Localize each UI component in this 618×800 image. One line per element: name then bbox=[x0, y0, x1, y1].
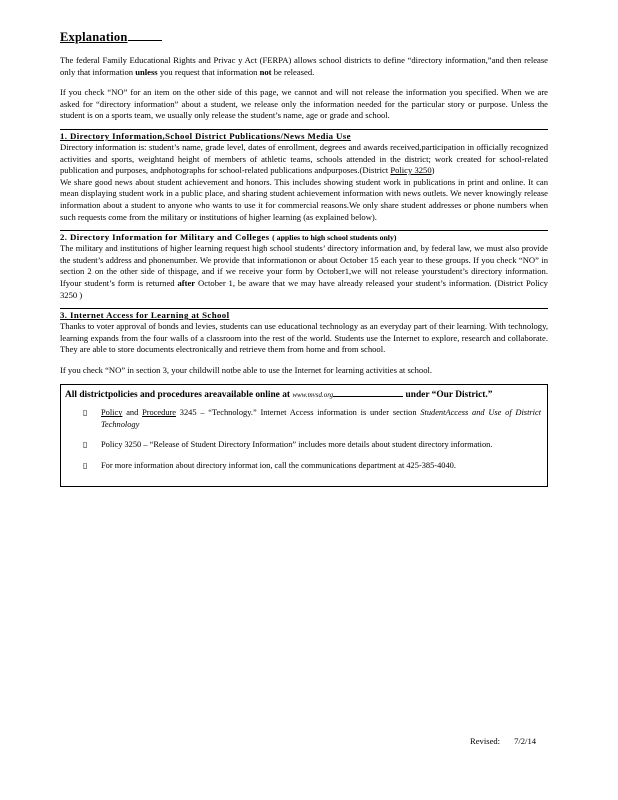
bullet3-text: For more information about directory informat ion, call the communications department at 425-385-4040. bbox=[101, 460, 456, 470]
intro-paragraph-1 bbox=[60, 55, 548, 78]
list-item bbox=[65, 407, 541, 430]
revised-value: 7/2/14 bbox=[514, 736, 537, 746]
section2-body bbox=[60, 243, 548, 301]
section-military-colleges bbox=[60, 230, 548, 301]
bullet1-text: 3245 – “Technology.” Internet Access information is under section bbox=[179, 408, 417, 418]
section2-body-a: The military and institutions of higher learning request high school students’ directory information and, by federal law, we must also provide the student’s address and phonenumber. We provide that informationon or about October 15 each year to these groups. If you check “NO” in section 2 on the other side of thispage, and if we receive your form by October1,we will not release yourstudent’s directory information. Ifyour student’s form is returned bbox=[60, 243, 548, 288]
list-item bbox=[65, 460, 541, 471]
intro-text-c: be released. bbox=[273, 66, 315, 77]
section1-heading-a: 1. Directory Information bbox=[60, 130, 163, 141]
intro-text-b: you request that information bbox=[159, 66, 258, 77]
section1-heading-c: /News Media Use bbox=[280, 130, 351, 141]
section1-body-2: We share good news about student achievement and honors. This includes showing student work in publications in print and online. It can mean displaying student work in a public place, and sharing student achievement information with news outlets. We never knowingly release information about a student to anyone who wants to use it for commercial reasons.We only share student addresses or phone numbers when such requests come from the military or institutions of higher learning (as explained below). bbox=[60, 176, 548, 222]
and-text: and bbox=[126, 408, 139, 418]
policies-box bbox=[60, 384, 548, 487]
box-heading-a: All districtpolicies and procedures areavailable online at bbox=[65, 390, 290, 401]
intro-not: not bbox=[259, 66, 272, 77]
section3-heading-text: 3. Internet Access for Learning at School bbox=[60, 310, 230, 321]
section1-heading-b: ,School District Publications bbox=[162, 130, 281, 141]
intro-text-a: The federal Family Educational Rights and Privac y Act (FERPA) allows school districts to define “directory information,”and then release only that information bbox=[60, 55, 548, 77]
section3-body-2: If you check “NO” in section 3, your childwill notbe able to use the Internet for learning activities at school. bbox=[60, 364, 433, 375]
revised-label: Revised: bbox=[470, 736, 501, 746]
policy-3250-link[interactable]: Policy 3250 bbox=[390, 165, 432, 176]
policies-box-heading bbox=[65, 389, 541, 401]
title-underline bbox=[128, 30, 162, 41]
section1-heading bbox=[60, 129, 548, 142]
section2-after: after bbox=[177, 277, 196, 288]
bullet-icon: ▯ bbox=[83, 440, 88, 450]
section1-body-1-end: ) bbox=[431, 165, 435, 176]
page-title bbox=[60, 30, 548, 45]
section-directory-information bbox=[60, 129, 548, 223]
section1-body-1 bbox=[60, 142, 548, 177]
section1-body-1-text: Directory information is: student’s name, grade level, dates of enrollment, degrees and awards received,participation in officially recognized activities and sports, weightand height of members of athletic teams, schools attended in the district; work created for school-related publication and purposes, andphotographs for school-related publications andpurposes.(District bbox=[60, 141, 548, 176]
bullet1-italic: StudentAccess and Use of District Technology bbox=[101, 408, 542, 429]
section2-body-b: October 1, be aware that we may have already released your student’s information. (District Policy 3250 ) bbox=[60, 277, 548, 300]
document-page bbox=[60, 30, 548, 487]
bullet-icon: ▯ bbox=[83, 460, 88, 470]
procedure-link[interactable]: Procedure bbox=[142, 408, 177, 418]
intro-paragraph-2: If you check “NO” for an item on the other side of this page, we cannot and will not release the information you specified. When we are asked for “directory information” about a student, we release only the information needed for the particular story or purpose. Unless the student is on a sports team, we usually only release the student’s name, age or grade and school. bbox=[60, 87, 548, 121]
bullet2-text: Policy 3250 – “Release of Student Directory Information” includes more details about student directory information. bbox=[101, 440, 493, 450]
section3-body-1: Thanks to voter approval of bonds and levies, students can use educational technology as an everyday part of their learning. With technology, learning expands from the four walls of a classroom into the rest of the world. Students use the Internet to explore, research and collaborate. They are able to store documents electronically and retrieve them from home and from school. bbox=[60, 321, 548, 355]
policies-list bbox=[65, 407, 541, 471]
title-text: Explanation bbox=[60, 30, 128, 44]
section-internet-access bbox=[60, 308, 548, 376]
policy-link[interactable]: Policy bbox=[101, 408, 123, 418]
bullet-icon: ▯ bbox=[83, 408, 88, 418]
section3-heading bbox=[60, 308, 548, 321]
revised-date bbox=[470, 736, 536, 746]
intro-unless: unless bbox=[135, 66, 158, 77]
district-website-link[interactable]: www.mvsd.org bbox=[292, 391, 334, 400]
section2-heading-text: 2. Directory Information for Military and Colleges bbox=[60, 232, 270, 243]
list-item bbox=[65, 439, 541, 450]
url-underline bbox=[333, 396, 403, 397]
section2-heading bbox=[60, 230, 548, 243]
box-heading-b: under “Our District.” bbox=[405, 390, 493, 401]
section2-note: ( applies to high school students only) bbox=[272, 233, 397, 243]
